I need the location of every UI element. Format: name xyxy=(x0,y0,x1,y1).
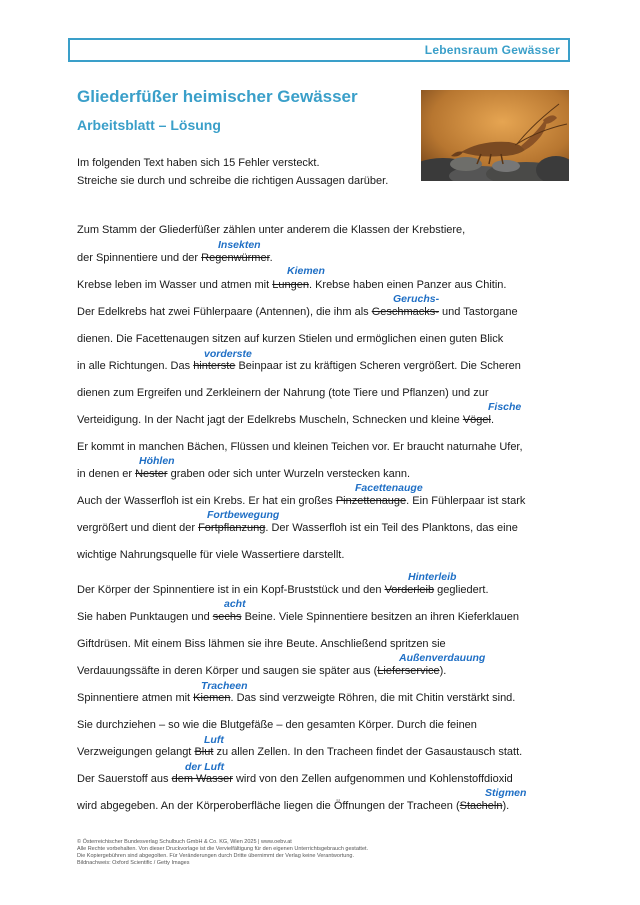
text-line: dienen zum Ergreifen und Zerkleinern der Nahrung (tote Tiere und Pflanzen) und zur xyxy=(77,387,489,399)
text-line: Giftdrüsen. Mit einem Biss lähmen sie ihre Beute. Anschließend spritzen sie xyxy=(77,638,446,650)
text-line: Der Körper der Spinnentiere ist in ein Kopf-Bruststück und den Vorderleib gegliedert. xyxy=(77,584,489,596)
correction: acht xyxy=(224,598,246,610)
struck-word: Lieferservice xyxy=(377,665,440,677)
struck-word: Geschmacks- xyxy=(371,306,439,318)
correction: der Luft xyxy=(185,761,225,773)
text-line: in denen er Nester graben oder sich unter Wurzeln verstecken kann. xyxy=(77,468,411,480)
correction: Facettenauge xyxy=(355,482,423,494)
struck-word: Lungen xyxy=(272,279,309,291)
struck-word: hinterste xyxy=(193,360,236,372)
text-line: Verzweigungen gelangt Blut zu allen Zellen. In den Tracheen findet der Gasaustausch statt. xyxy=(77,746,523,758)
correction: Geruchs- xyxy=(393,293,440,305)
text-line: vergrößert und dient der Fortpflanzung. Der Wasserfloh ist ein Teil des Planktons, das eine xyxy=(77,522,518,534)
correction: Tracheen xyxy=(201,680,248,692)
text-line: Der Sauerstoff aus dem Wasser wird von den Zellen aufgenommen und Kohlenstoffdioxid xyxy=(77,773,513,785)
correction: Höhlen xyxy=(139,455,175,467)
struck-word: dem Wasser xyxy=(171,773,233,785)
footer xyxy=(77,839,368,867)
correction: Luft xyxy=(204,734,224,746)
struck-word: Blut xyxy=(194,746,214,758)
struck-word: Kiemen xyxy=(193,692,231,704)
text-line: wird abgegeben. An der Körperoberfläche liegen die Öffnungen der Tracheen (Stacheln). xyxy=(77,800,510,812)
struck-word: Stacheln xyxy=(459,800,503,812)
struck-word: Fortpflanzung xyxy=(198,522,266,534)
correction: vorderste xyxy=(204,348,252,360)
correction: Stigmen xyxy=(485,787,527,799)
intro-line-1: Im folgenden Text haben sich 15 Fehler versteckt. xyxy=(77,157,320,169)
text-line: Der Edelkrebs hat zwei Fühlerpaare (Antennen), die ihm als Geschmacks- und Tastorgane xyxy=(77,306,518,318)
page-subtitle: Arbeitsblatt – Lösung xyxy=(77,117,221,133)
text-line: dienen. Die Facettenaugen sitzen auf kurzen Stielen und ermöglichen einen guten Blick xyxy=(77,333,504,345)
footer-line: Alle Rechte vorbehalten. Von dieser Druckvorlage ist die Vervielfältigung für den eigenen Unterrichtsgebrauch gestattet. xyxy=(77,846,369,852)
text-line: Krebse leben im Wasser und atmen mit Lungen. Krebse haben einen Panzer aus Chitin. xyxy=(77,279,507,291)
struck-word: Pinzettenauge xyxy=(335,495,407,507)
text-line: Spinnentiere atmen mit Kiemen. Das sind verzweigte Röhren, die mit Chitin verstärkt sind. xyxy=(77,692,516,704)
correction: Kiemen xyxy=(287,265,325,277)
crayfish-illustration xyxy=(421,90,569,181)
text-line: Zum Stamm der Gliederfüßer zählen unter anderem die Klassen der Krebstiere, xyxy=(77,224,466,236)
footer-line: Bildnachweis: Oxford Scientific / Getty Images xyxy=(77,860,190,866)
correction: Insekten xyxy=(218,239,261,251)
correction: Hinterleib xyxy=(408,571,457,583)
correction: Außenverdauung xyxy=(399,652,486,664)
header-box xyxy=(68,38,570,62)
correction: Fische xyxy=(488,401,522,413)
struck-word: sechs xyxy=(212,611,242,623)
footer-line: Die Kopiergebühren sind abgegolten. Für Veränderungen durch Dritte übernimmt der Verlag keine Verantwortung. xyxy=(77,853,355,859)
text-line: Er kommt in manchen Bächen, Flüssen und kleinen Teichen vor. Er braucht naturnahe Ufer, xyxy=(77,441,523,453)
struck-word: Nester xyxy=(135,468,168,480)
crayfish-photo xyxy=(421,90,569,181)
page-title: Gliederfüßer heimischer Gewässer xyxy=(77,87,358,106)
text-line: der Spinnentiere und der Regenwürmer. xyxy=(77,252,273,264)
text-line: Verteidigung. In der Nacht jagt der Edelkrebs Muscheln, Schnecken und kleine Vögel. xyxy=(77,414,495,426)
struck-word: Vögel xyxy=(462,414,491,426)
text-line: Auch der Wasserfloh ist ein Krebs. Er hat ein großes Pinzettenauge. Ein Fühlerpaar ist stark xyxy=(77,495,526,507)
text-line: wichtige Nahrungsquelle für viele Wassertiere darstellt. xyxy=(77,549,345,561)
text-line: Verdauungssäfte in deren Körper und saugen sie später aus (Lieferservice). xyxy=(77,665,447,677)
struck-word: Regenwürmer xyxy=(201,252,270,264)
intro-line-2: Streiche sie durch und schreibe die richtigen Aussagen darüber. xyxy=(77,175,389,187)
struck-word: Vorderleib xyxy=(384,584,435,596)
text-line: in alle Richtungen. Das hinterste Beinpaar ist zu kräftigen Scheren vergrößert. Die Scheren xyxy=(77,360,521,372)
correction: Fortbewegung xyxy=(207,509,280,521)
footer-line: © Österreichischer Bundesverlag Schulbuch GmbH & Co. KG, Wien 2025 | www.oebv.at xyxy=(77,839,292,845)
text-line: Sie durchziehen – so wie die Blutgefäße – den gesamten Körper. Durch die feinen xyxy=(77,719,477,731)
text-line: Sie haben Punktaugen und sechs Beine. Viele Spinnentiere besitzen an ihren Kieferklauen xyxy=(77,611,519,623)
header-title: Lebensraum Gewässer xyxy=(424,43,560,57)
